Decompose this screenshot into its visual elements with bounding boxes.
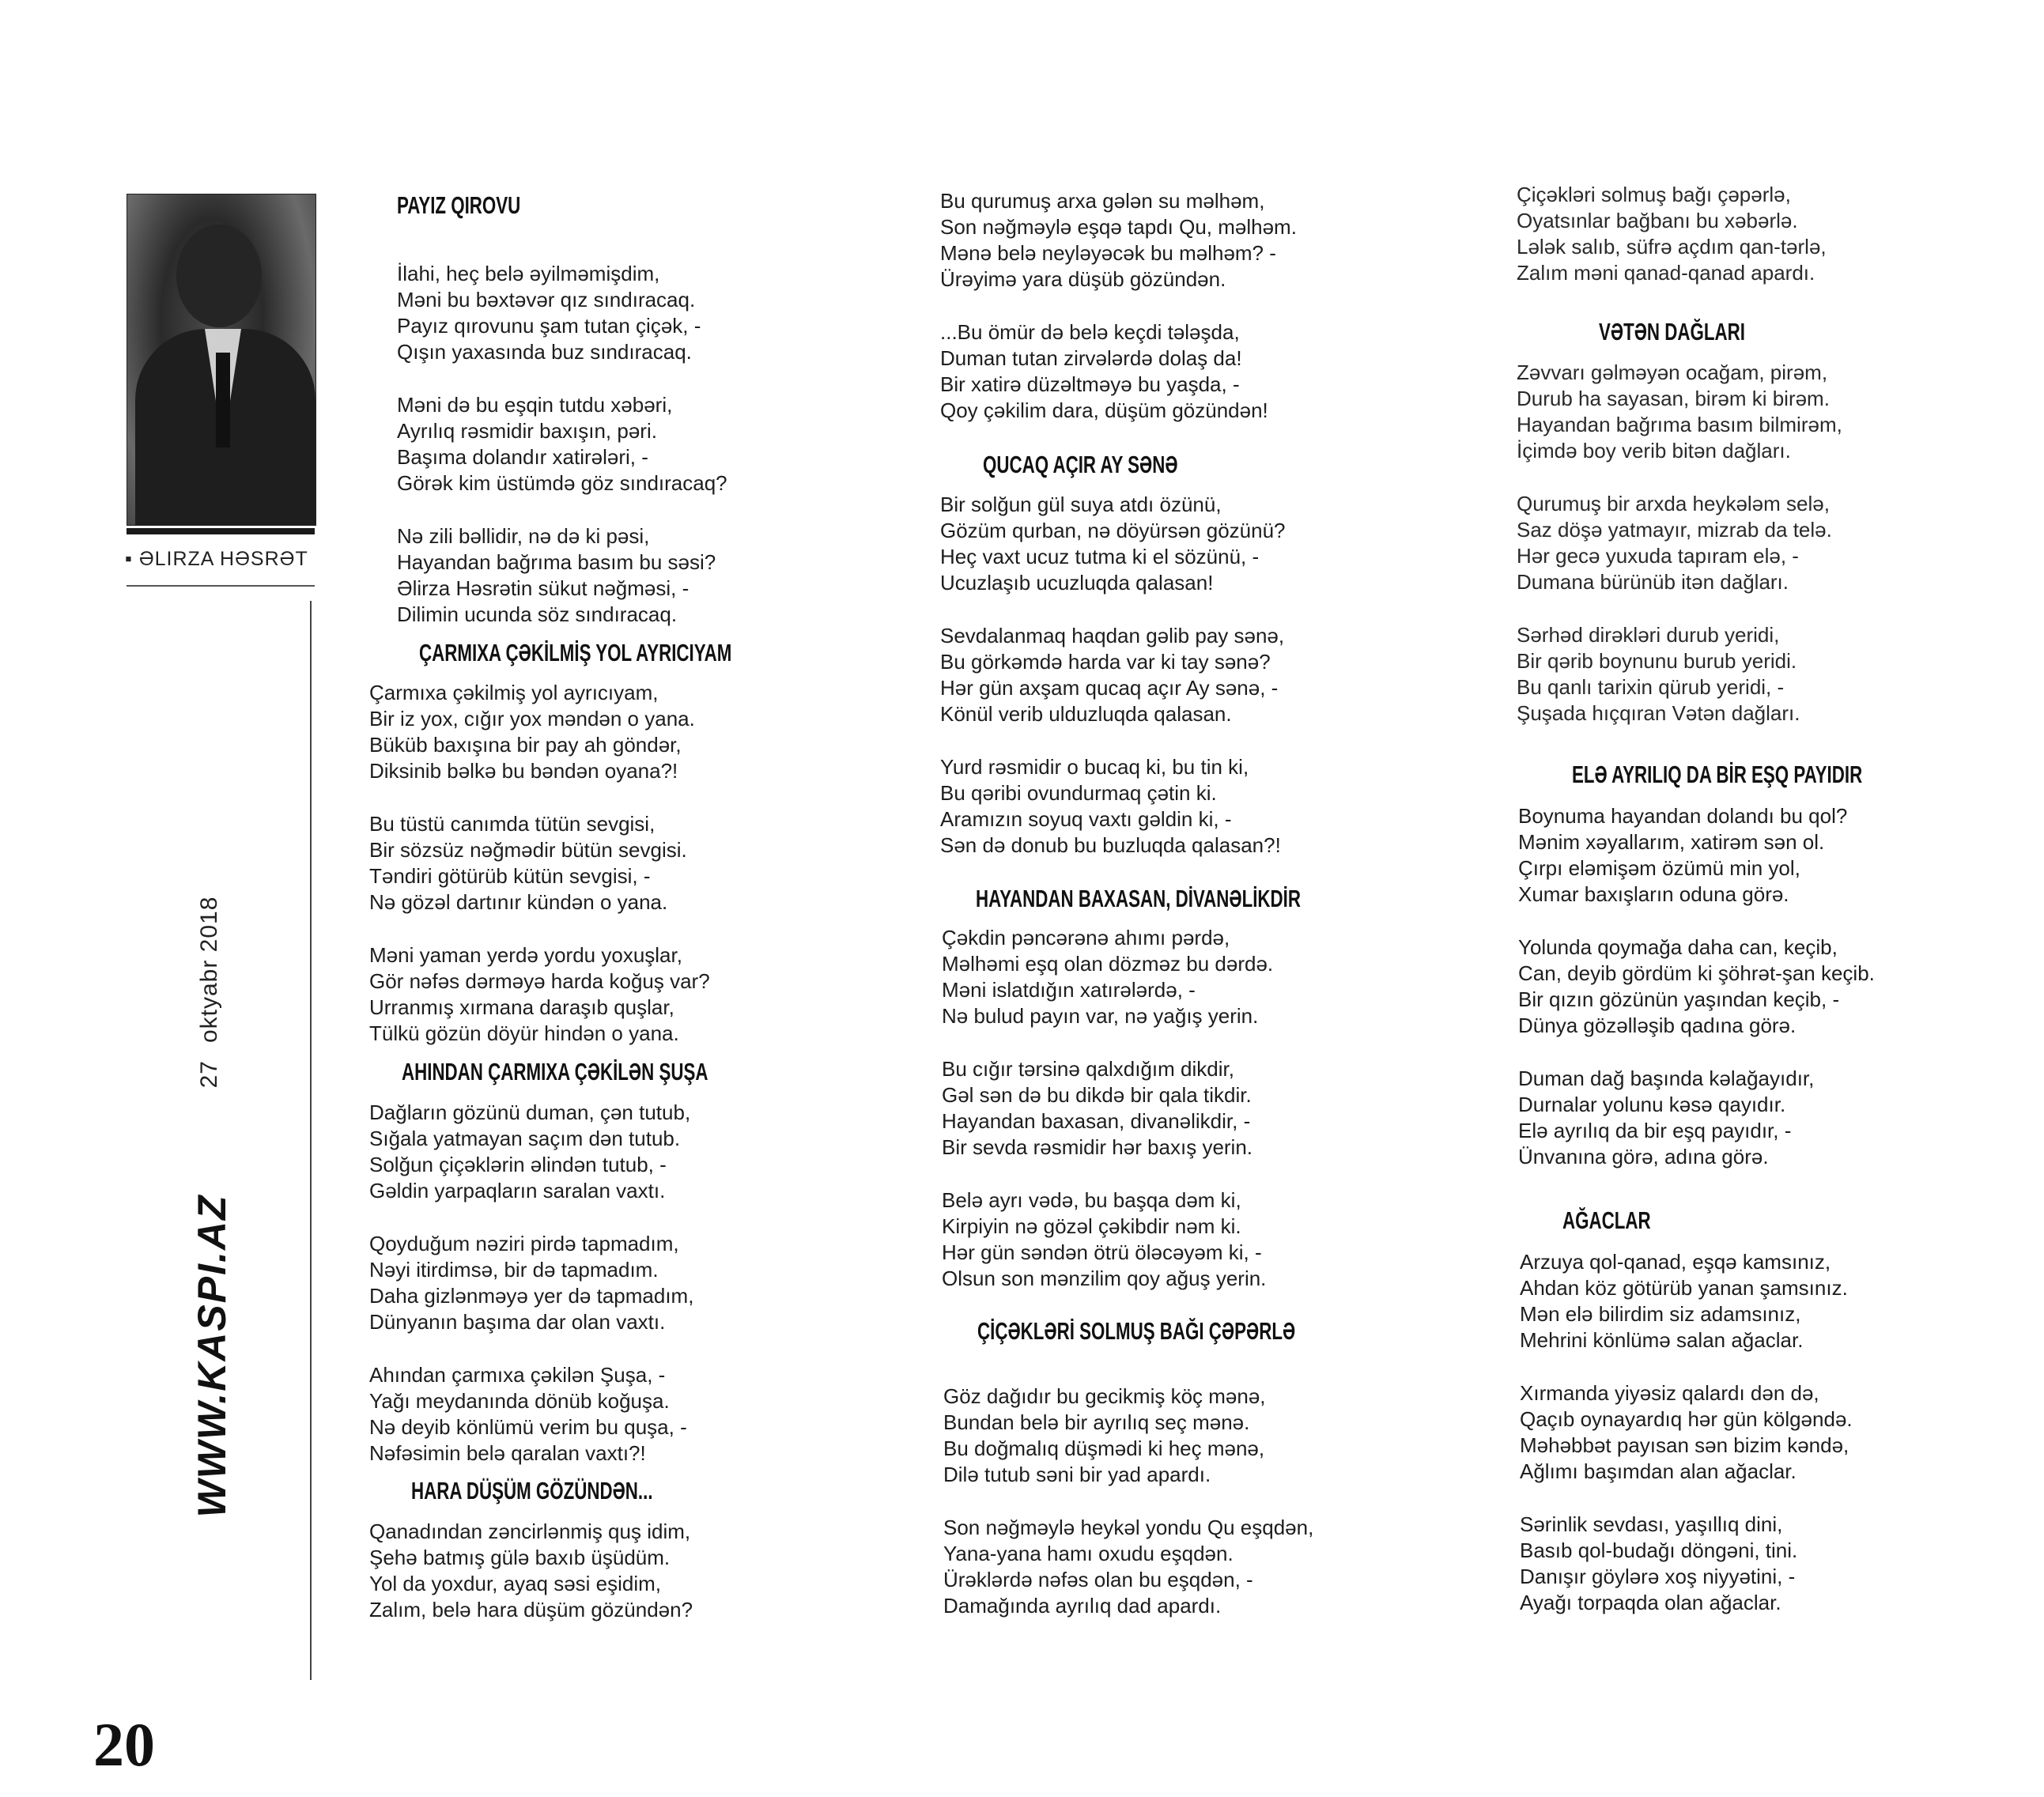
stanza bbox=[1517, 491, 1842, 595]
poem-line: Məlhəmi eşq olan dözməz bu dərdə. bbox=[942, 952, 1274, 976]
poem-agaclar bbox=[1562, 1205, 1685, 1236]
poem-qucaq-acir-body bbox=[940, 492, 1286, 885]
poem-line: Sən də donub bu buzluqda qalasan?! bbox=[940, 833, 1281, 857]
poem-line: Bir qızın gözünün yaşından keçib, - bbox=[1518, 987, 1840, 1011]
poem-line: Ağlımı başımdan alan ağaclar. bbox=[1520, 1459, 1797, 1483]
poem-line: Əlirza Həsrətin sükut nəğməsi, - bbox=[397, 576, 690, 600]
poem-line: Görək kim üstümdə göz sındıracaq? bbox=[397, 471, 727, 495]
poem-title: ELƏ AYRILIQ DA BİR EŞQ PAYIDIR bbox=[1572, 761, 1863, 788]
poem-line: Qoy çəkilim dara, düşüm gözündən! bbox=[940, 398, 1268, 422]
poem-carmixa-cekilmis bbox=[419, 637, 853, 669]
poem-line: Duman tutan zirvələrdə dolaş da! bbox=[940, 346, 1242, 370]
poem-line: Nəyi itirdimsə, bir də tapmadım. bbox=[369, 1258, 659, 1282]
poem-line: Bu doğmalıq düşmədi ki heç mənə, bbox=[943, 1436, 1265, 1460]
poem-line: Oyatsınlar bağbanı bu xəbərlə. bbox=[1517, 209, 1798, 232]
stanza bbox=[1517, 360, 1842, 464]
poem-line: Xumar baxışların oduna görə. bbox=[1518, 882, 1789, 906]
poem-veten-daglari-body bbox=[1517, 360, 1842, 753]
poem-line: Dilə tutub səni bir yad apardı. bbox=[943, 1463, 1211, 1486]
poem-line: Urranmış xırmana daraşıb quşlar, bbox=[369, 995, 674, 1019]
poem-hayandan-baxasan-body bbox=[942, 925, 1273, 1319]
poem-line: Şuşada hıçqıran Vətən dağları. bbox=[1517, 701, 1800, 725]
stanza bbox=[942, 925, 1273, 1029]
stanza bbox=[942, 1187, 1273, 1292]
poem-line: Dağların gözünü duman, çən tutub, bbox=[369, 1100, 691, 1124]
poem-line: Qaçıb oynayardıq hər gün kölgəndə. bbox=[1520, 1407, 1853, 1431]
author-name: ▪ ƏLIRZA HƏSRƏT bbox=[125, 548, 308, 570]
poem-line: Gör nəfəs dərməyə harda koğuş var? bbox=[369, 969, 710, 993]
poem-line: Şehə batmış gülə baxıb üşüdüm. bbox=[369, 1546, 671, 1569]
stanza bbox=[943, 1384, 1313, 1488]
poem-line: Bu qəribi ovundurmaq çətin ki. bbox=[940, 781, 1217, 805]
poem-title: VƏTƏN DAĞLARI bbox=[1599, 318, 1745, 345]
poem-line: Ürəklərdə nəfəs olan bu eşqdən, - bbox=[943, 1568, 1253, 1591]
poem-line: Ahdan köz götürüb yanan şamsınız. bbox=[1520, 1276, 1848, 1300]
poem-line: Bu cığır tərsinə qalxdığım dikdir, bbox=[942, 1057, 1234, 1081]
poem-line: Təndiri götürüb kütün sevgisi, - bbox=[369, 864, 651, 888]
issue-day: 27 bbox=[196, 1060, 222, 1089]
poem-line: Aramızın soyuq vaxtı gəldin ki, - bbox=[940, 807, 1232, 831]
poem-line: Arzuya qol-qanad, eşqə kamsınız, bbox=[1520, 1250, 1831, 1274]
poem-line: Kirpiyin nə gözəl çəkibdir nəm ki. bbox=[942, 1214, 1241, 1238]
poem-line: Dilimin ucunda söz sındıracaq. bbox=[397, 602, 678, 626]
poem-line: Başıma dolandır xatirələri, - bbox=[397, 445, 648, 469]
poem-line: Dünya gözəlləşib qadına görə. bbox=[1518, 1014, 1797, 1037]
poem-line: Mehrini könlümə salan ağaclar. bbox=[1520, 1328, 1804, 1352]
poem-line: İçimdə boy verib bitən dağları. bbox=[1517, 439, 1791, 462]
poem-line: Nə zili bəllidir, nə də ki pəsi, bbox=[397, 524, 650, 548]
poem-line: Qanadından zəncirlənmiş quş idim, bbox=[369, 1520, 691, 1543]
poem-line: Nəfəsimin belə qaralan vaxtı?! bbox=[369, 1441, 646, 1465]
stanza bbox=[942, 1056, 1273, 1161]
poem-ele-ayriliq-body bbox=[1518, 803, 1875, 1197]
poem-line: Bir qərib boynunu burub yeridi. bbox=[1517, 649, 1797, 673]
poem-agaclar-body bbox=[1520, 1249, 1853, 1643]
poem-line: Bir xatirə düzəltməyə bu yaşda, - bbox=[940, 372, 1240, 396]
poem-line: Göz dağıdır bu gecikmiş köç mənə, bbox=[943, 1384, 1266, 1408]
poem-hara-dusum-body-1 bbox=[369, 1519, 693, 1650]
stanza bbox=[397, 523, 727, 628]
poem-line: Çarmıxa çəkilmiş yol ayrıcıyam, bbox=[369, 681, 659, 704]
poem-line: Basıb qol-budağı döngəni, tini. bbox=[1520, 1538, 1798, 1562]
poem-title: ÇARMIXA ÇƏKİLMİŞ YOL AYRICIYAM bbox=[419, 639, 732, 666]
poem-line: Hər gün axşam qucaq açır Ay sənə, - bbox=[940, 676, 1279, 700]
poem-line: Son nəğməylə eşqə tapdı Qu, məlhəm. bbox=[940, 215, 1297, 239]
poem-line: Sığala yatmayan saçım dən tutub. bbox=[369, 1127, 681, 1150]
poem-line: Qışın yaxasında buz sındıracaq. bbox=[397, 340, 692, 364]
poem-line: Hayandan baxasan, divanəlikdir, - bbox=[942, 1109, 1251, 1133]
margin-divider bbox=[310, 601, 312, 1680]
poem-line: Durub ha sayasan, birəm ki birəm. bbox=[1517, 387, 1830, 410]
author-bar bbox=[127, 528, 315, 534]
poem-line: Zəvvarı gəlməyən ocağam, pirəm, bbox=[1517, 361, 1828, 384]
poem-line: Ucuzlaşıb ucuzluqda qalasan! bbox=[940, 571, 1214, 595]
poem-line: Gəl sən də bu dikdə bir qala tikdir. bbox=[942, 1083, 1252, 1107]
stanza bbox=[369, 680, 710, 784]
poem-line: Durnalar yolunu kəsə qayıdır. bbox=[1518, 1093, 1786, 1116]
poem-line: Bu qurumuş arxa gələn su məlhəm, bbox=[940, 189, 1265, 213]
poem-line: Qurumuş bir arxda heykələm selə, bbox=[1517, 492, 1830, 515]
poem-line: Hər gecə yuxuda tapıram elə, - bbox=[1517, 544, 1799, 568]
issue-date bbox=[196, 897, 223, 1089]
stanza bbox=[369, 1519, 693, 1623]
stanza bbox=[397, 261, 727, 365]
poem-line: Nə bulud payın var, nə yağış yerin. bbox=[942, 1004, 1259, 1028]
poem-line: Çəkdin pəncərənə ahımı pərdə, bbox=[942, 926, 1230, 949]
poem-line: Qoyduğum nəziri pirdə tapmadım, bbox=[369, 1232, 679, 1255]
poem-line: Nə deyib könlümü verim bu quşa, - bbox=[369, 1415, 687, 1439]
poem-veten-daglari bbox=[1599, 316, 1802, 348]
stanza bbox=[369, 811, 710, 915]
poem-cicekleri-solmus bbox=[977, 1316, 1419, 1347]
stanza bbox=[1518, 934, 1875, 1039]
poem-line: Zalım, belə hara düşüm gözündən? bbox=[369, 1598, 693, 1621]
poem-title: AHINDAN ÇARMIXA ÇƏKİLƏN ŞUŞA bbox=[402, 1058, 708, 1085]
poem-line: Son nəğməylə heykəl yondu Qu eşqdən, bbox=[943, 1516, 1314, 1539]
poem-line: Bu tüstü canımda tütün sevgisi, bbox=[369, 812, 656, 836]
poem-line: Bu qanlı tarixin qürub yeridi, - bbox=[1517, 675, 1785, 699]
poem-line: Payız qırovunu şam tutan çiçək, - bbox=[397, 314, 701, 338]
poem-line: Xırmanda yiyəsiz qalardı dən də, bbox=[1520, 1381, 1819, 1405]
poem-line: Sevdalanmaq haqdan gəlib pay sənə, bbox=[940, 624, 1285, 647]
poem-line: Damağında ayrılıq dad apardı. bbox=[943, 1594, 1222, 1618]
poem-line: ...Bu ömür də belə keçdi tələşda, bbox=[940, 320, 1240, 344]
poem-line: Boynuma hayandan dolandı bu qol? bbox=[1518, 804, 1848, 828]
poem-title: AĞACLAR bbox=[1562, 1206, 1651, 1234]
poem-line: Gözüm qurban, nə döyürsən gözünü? bbox=[940, 519, 1286, 542]
poem-line: Hayandan bağrıma basım bilmirəm, bbox=[1517, 413, 1842, 436]
poem-line: Çiçəkləri solmuş bağı çəpərlə, bbox=[1517, 183, 1791, 206]
poem-cicekleri-solmus-body-2 bbox=[1517, 182, 1827, 313]
poem-title: HARA DÜŞÜM GÖZÜNDƏN... bbox=[411, 1477, 653, 1504]
stanza bbox=[369, 942, 710, 1047]
stanza bbox=[369, 1100, 693, 1204]
poem-line: Yurd rəsmidir o bucaq ki, bu tin ki, bbox=[940, 755, 1249, 779]
poem-line: Belə ayrı vədə, bu başqa dəm ki, bbox=[942, 1188, 1241, 1212]
poem-line: Bir sevda rəsmidir hər baxış yerin. bbox=[942, 1135, 1253, 1159]
stanza bbox=[397, 392, 727, 496]
author-rule bbox=[127, 585, 315, 587]
poem-line: Dünyanın başıma dar olan vaxtı. bbox=[369, 1310, 666, 1334]
poem-line: Mənim xəyallarım, xatirəm sən ol. bbox=[1518, 830, 1825, 854]
poem-line: Solğun çiçəklərin əlindən tutub, - bbox=[369, 1153, 667, 1176]
poem-line: Bir sözsüz nəğmədir bütün sevgisi. bbox=[369, 838, 687, 862]
poem-line: Məni islatdığın xatırələrdə, - bbox=[942, 978, 1196, 1002]
poem-line: Çırpı eləmişəm özümü min yol, bbox=[1518, 856, 1800, 880]
poem-line: Məhəbbət payısan sən bizim kəndə, bbox=[1520, 1433, 1849, 1457]
poem-line: Zalım məni qanad-qanad apardı. bbox=[1517, 261, 1815, 285]
poem-line: Yolunda qoymağa daha can, keçib, bbox=[1518, 935, 1838, 959]
poem-line: Gəldin yarpaqların saralan vaxtı. bbox=[369, 1179, 666, 1202]
stanza bbox=[1520, 1512, 1853, 1616]
site-url: WWW.KASPI.AZ bbox=[190, 1194, 234, 1518]
poem-line: Daha gizlənməyə yer də tapmadım, bbox=[369, 1284, 694, 1308]
poem-line: Yana-yana hamı oxudu eşqdən. bbox=[943, 1542, 1234, 1565]
poem-line: Elə ayrılıq da bir eşq payıdır, - bbox=[1518, 1119, 1792, 1142]
poem-title: ÇİÇƏKLƏRİ SOLMUŞ BAĞI ÇƏPƏRLƏ bbox=[977, 1317, 1296, 1345]
poem-line: Olsun son mənzilim qoy ağuş yerin. bbox=[942, 1267, 1267, 1290]
poem-line: Bir iz yox, cığır yox məndən o yana. bbox=[369, 707, 695, 731]
poem-line: Duman dağ başında kəlağayıdır, bbox=[1518, 1066, 1815, 1090]
poem-title: QUCAQ AÇIR AY SƏNƏ bbox=[983, 451, 1178, 478]
stanza bbox=[1520, 1380, 1853, 1485]
poem-cicekleri-solmus-body-1 bbox=[943, 1384, 1313, 1646]
poem-title: PAYIZ QIROVU bbox=[397, 191, 521, 219]
poem-line: Lələk salıb, süfrə açdım qan-tərlə, bbox=[1517, 235, 1827, 259]
poem-line: Ayağı torpaqda olan ağaclar. bbox=[1520, 1591, 1781, 1614]
poem-ahindan-carmixa bbox=[402, 1056, 827, 1088]
stanza bbox=[940, 188, 1297, 293]
stanza bbox=[369, 1362, 693, 1467]
poem-line: Ayrılıq rəsmidir baxışın, pəri. bbox=[397, 419, 657, 443]
stanza bbox=[1518, 803, 1875, 908]
poem-line: Tülkü gözün döyür hindən o yana. bbox=[369, 1021, 679, 1045]
poem-line: Hayandan bağrıma basım bu səsi? bbox=[397, 550, 716, 574]
poem-line: Nə gözəl dartınır kündən o yana. bbox=[369, 890, 668, 914]
poem-line: Saz döşə yatmayır, mizrab da telə. bbox=[1517, 518, 1832, 542]
poem-line: Danışır göylərə xoş niyyətini, - bbox=[1520, 1565, 1796, 1588]
stanza bbox=[943, 1515, 1313, 1619]
poem-line: Bundan belə bir ayrılıq seç mənə. bbox=[943, 1410, 1250, 1434]
poem-payiz-qirovu bbox=[397, 190, 727, 655]
poem-line: Can, deyib gördüm ki şöhrət-şan keçib. bbox=[1518, 961, 1875, 985]
poem-line: Dumana bürünüb itən dağları. bbox=[1517, 570, 1789, 594]
stanza bbox=[369, 1231, 693, 1335]
poem-line: Məni də bu eşqin tutdu xəbəri, bbox=[397, 393, 673, 417]
poem-line: Könül verib ulduzluqda qalasan. bbox=[940, 702, 1232, 726]
poem-ele-ayriliq bbox=[1572, 759, 1975, 791]
poem-line: Heç vaxt ucuz tutma ki el sözünü, - bbox=[940, 545, 1260, 568]
poem-hara-dusum-body-2 bbox=[940, 188, 1297, 451]
stanza bbox=[940, 754, 1286, 859]
stanza bbox=[1518, 1066, 1875, 1170]
poem-line: Ahından çarmıxa çəkilən Şuşa, - bbox=[369, 1363, 666, 1387]
poem-line: Bir solğun gül suya atdı özünü, bbox=[940, 493, 1222, 516]
poem-line: Bu görkəmdə harda var ki tay sənə? bbox=[940, 650, 1271, 674]
stanza bbox=[940, 319, 1297, 424]
poem-hayandan-baxasan bbox=[976, 883, 1427, 915]
poem-line: Yol da yoxdur, ayaq səsi eşidim, bbox=[369, 1572, 662, 1595]
poem-line: Sərinlik sevdası, yaşıllıq dini, bbox=[1520, 1512, 1783, 1536]
poem-line: Sərhəd dirəkləri durub yeridi, bbox=[1517, 623, 1780, 647]
poem-qucaq-acir bbox=[983, 449, 1253, 481]
stanza bbox=[1520, 1249, 1853, 1353]
issue-month-year: oktyabr 2018 bbox=[196, 896, 222, 1044]
stanza bbox=[940, 492, 1286, 596]
poem-line: Mənə belə neyləyəcək bu məlhəm? - bbox=[940, 241, 1276, 265]
poem-line: Mən elə bilirdim siz adamsınız, bbox=[1520, 1302, 1801, 1326]
poem-line: Büküb baxışına bir pay ah göndər, bbox=[369, 733, 682, 757]
stanza bbox=[1517, 622, 1842, 727]
author-photo bbox=[127, 194, 316, 526]
poem-line: Ünvanına görə, adına görə. bbox=[1518, 1145, 1769, 1168]
page-number: 20 bbox=[93, 1710, 155, 1779]
poem-line: Ürəyimə yara düşüb gözündən. bbox=[940, 267, 1226, 291]
poem-line: Məni bu bəxtəvər qız sındıracaq. bbox=[397, 288, 696, 311]
poem-line: Diksinib bəlkə bu bəndən oyana?! bbox=[369, 759, 678, 783]
poem-line: Məni yaman yerdə yordu yoxuşlar, bbox=[369, 943, 682, 967]
author-name-text: ƏLIRZA HƏSRƏT bbox=[138, 548, 308, 570]
poem-line: İlahi, heç belə əyilməmişdim, bbox=[397, 262, 660, 285]
stanza bbox=[1517, 182, 1827, 286]
poem-carmixa-cekilmis-body bbox=[369, 680, 710, 1074]
poem-line: Hər gün səndən ötrü öləcəyəm ki, - bbox=[942, 1240, 1262, 1264]
poem-line: Yağı meydanında dönüb koğuşa. bbox=[369, 1389, 670, 1413]
poem-hara-dusum bbox=[411, 1475, 746, 1507]
poem-title: HAYANDAN BAXASAN, DİVANƏLİKDİR bbox=[976, 885, 1301, 912]
stanza bbox=[940, 623, 1286, 727]
poem-ahindan-carmixa-body bbox=[369, 1100, 693, 1493]
